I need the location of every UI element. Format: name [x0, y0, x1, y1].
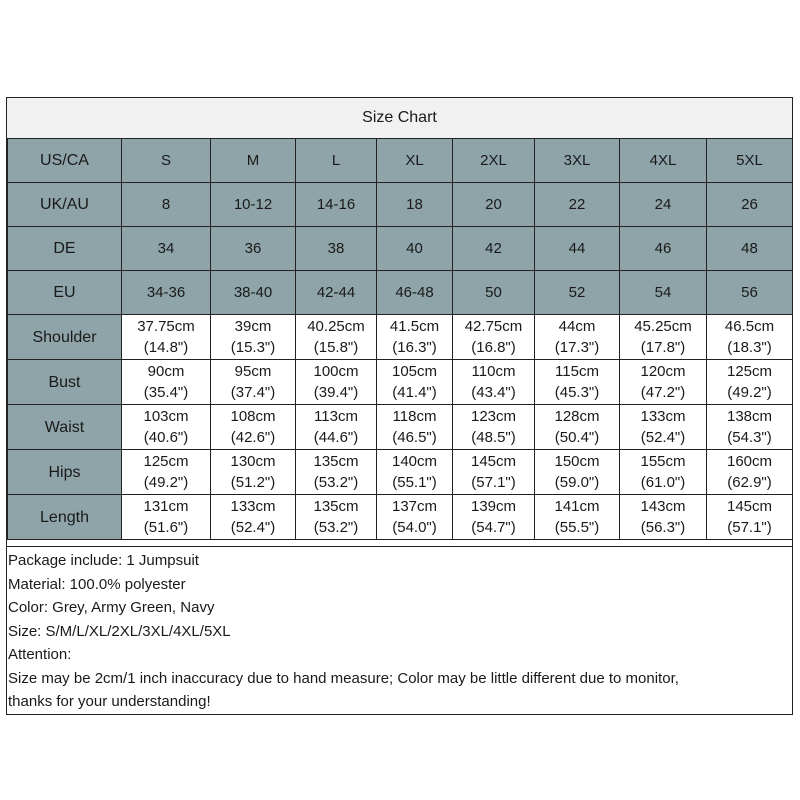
cell-cm-value: 42.75cm: [464, 318, 523, 335]
cell-cm-value: 160cm: [726, 453, 773, 470]
cell-inch-value: (40.6"): [143, 429, 189, 446]
table-cell: [296, 315, 377, 360]
cell-cm-value: 41.5cm: [389, 318, 440, 335]
table-cell: 48: [707, 227, 793, 271]
note-line: Size may be 2cm/1 inch inaccuracy due to hand measure; Color may be little different due to monitor,: [8, 669, 679, 687]
cell-cm-value: 120cm: [640, 363, 686, 380]
cell-cm-value: 39cm: [234, 318, 272, 335]
table-cell: [296, 360, 377, 405]
cell-cm-value: 118cm: [392, 408, 437, 425]
table-cell: [211, 360, 296, 405]
table-cell: 18: [377, 183, 453, 227]
row-label: Hips: [8, 450, 122, 495]
cell-inch-value: (52.4"): [230, 519, 276, 536]
table-cell: 2XL: [453, 139, 535, 183]
table-cell: [535, 360, 620, 405]
table-cell: 52: [535, 271, 620, 315]
cell-inch-value: (47.2"): [640, 384, 686, 401]
row-label: US/CA: [8, 139, 122, 183]
cell-cm-value: 143cm: [640, 498, 686, 515]
cell-cm-value: 133cm: [640, 408, 686, 425]
cell-inch-value: (54.3"): [727, 429, 772, 446]
table-cell: [211, 405, 296, 450]
table-cell: [122, 315, 211, 360]
cell-inch-value: (35.4"): [143, 384, 189, 401]
cell-cm-value: 145cm: [726, 498, 773, 515]
cell-inch-value: (14.8"): [143, 339, 189, 356]
cell-cm-value: 108cm: [230, 408, 276, 425]
measure-row-waist: [8, 405, 793, 450]
cell-cm-value: 105cm: [391, 363, 438, 380]
table-cell: [211, 495, 296, 540]
row-label: EU: [8, 271, 122, 315]
cell-inch-value: (16.8"): [471, 339, 516, 356]
cell-cm-value: 37.75cm: [137, 318, 195, 335]
cell-inch-value: (50.4"): [554, 429, 600, 446]
row-label: DE: [8, 227, 122, 271]
table-cell: [122, 360, 211, 405]
size-table-body: [8, 139, 793, 540]
row-label: Bust: [8, 360, 122, 405]
cell-cm-value: 45.25cm: [634, 318, 692, 335]
cell-inch-value: (53.2"): [313, 519, 359, 536]
table-cell: 14-16: [296, 183, 377, 227]
note-line: Size: S/M/L/XL/2XL/3XL/4XL/5XL: [8, 622, 231, 640]
row-label: Waist: [8, 405, 122, 450]
size-row-us-ca: [8, 139, 793, 183]
row-label: Length: [8, 495, 122, 540]
table-cell: [122, 450, 211, 495]
cell-inch-value: (46.5"): [392, 429, 437, 446]
cell-inch-value: (43.4"): [471, 384, 516, 401]
cell-cm-value: 133cm: [230, 498, 276, 515]
cell-inch-value: (16.3"): [392, 339, 437, 356]
table-cell: M: [211, 139, 296, 183]
table-cell: 26: [707, 183, 793, 227]
cell-inch-value: (54.7"): [471, 519, 516, 536]
table-cell: 54: [620, 271, 707, 315]
cell-cm-value: 128cm: [554, 408, 600, 425]
cell-cm-value: 131cm: [143, 498, 189, 515]
table-cell: 44: [535, 227, 620, 271]
cell-cm-value: 137cm: [391, 498, 438, 515]
cell-inch-value: (62.9"): [727, 474, 772, 491]
table-cell: [535, 315, 620, 360]
cell-cm-value: 103cm: [143, 408, 189, 425]
chart-title: Size Chart: [7, 98, 792, 139]
cell-cm-value: 130cm: [230, 453, 276, 470]
table-cell: [211, 450, 296, 495]
table-cell: [122, 495, 211, 540]
cell-inch-value: (39.4"): [313, 384, 359, 401]
cell-cm-value: 150cm: [554, 453, 600, 470]
table-cell: [296, 450, 377, 495]
table-cell: [620, 360, 707, 405]
size-row-de: [8, 227, 793, 271]
table-cell: [707, 315, 793, 360]
table-cell: 42-44: [296, 271, 377, 315]
cell-inch-value: (15.8"): [313, 339, 359, 356]
size-table: [7, 138, 793, 540]
table-cell: [620, 405, 707, 450]
cell-inch-value: (57.1"): [471, 474, 516, 491]
table-cell: [535, 495, 620, 540]
note-line: thanks for your understanding!: [8, 693, 211, 710]
table-cell: [535, 405, 620, 450]
row-label: Shoulder: [8, 315, 122, 360]
table-cell: 38-40: [211, 271, 296, 315]
table-cell: [707, 360, 793, 405]
measure-row-hips: [8, 450, 793, 495]
table-cell: 50: [453, 271, 535, 315]
table-cell: [707, 450, 793, 495]
cell-inch-value: (55.5"): [554, 519, 600, 536]
cell-cm-value: 135cm: [313, 498, 359, 515]
cell-inch-value: (53.2"): [313, 474, 359, 491]
table-cell: [377, 315, 453, 360]
cell-inch-value: (17.3"): [554, 339, 600, 356]
table-cell: 10-12: [211, 183, 296, 227]
table-cell: [377, 495, 453, 540]
product-notes: [7, 546, 792, 714]
cell-inch-value: (55.1"): [392, 474, 437, 491]
cell-inch-value: (15.3"): [230, 339, 276, 356]
note-line: Color: Grey, Army Green, Navy: [8, 599, 215, 616]
cell-cm-value: 123cm: [470, 408, 517, 425]
note-line: Package include: 1 Jumpsuit: [8, 552, 199, 569]
cell-inch-value: (17.8"): [640, 339, 686, 356]
cell-cm-value: 140cm: [391, 453, 438, 470]
table-cell: 24: [620, 183, 707, 227]
cell-inch-value: (41.4"): [392, 384, 437, 401]
measure-row-shoulder: [8, 315, 793, 360]
cell-cm-value: 40.25cm: [307, 318, 365, 335]
cell-cm-value: 155cm: [640, 453, 686, 470]
table-cell: 20: [453, 183, 535, 227]
cell-inch-value: (61.0"): [640, 474, 686, 491]
table-cell: 34-36: [122, 271, 211, 315]
cell-cm-value: 138cm: [726, 408, 773, 425]
cell-cm-value: 44cm: [558, 318, 596, 335]
table-cell: [377, 405, 453, 450]
table-cell: [707, 405, 793, 450]
cell-cm-value: 135cm: [313, 453, 359, 470]
cell-cm-value: 125cm: [726, 363, 773, 380]
table-cell: XL: [377, 139, 453, 183]
table-cell: 42: [453, 227, 535, 271]
cell-inch-value: (57.1"): [727, 519, 772, 536]
cell-inch-value: (42.6"): [230, 429, 276, 446]
note-line: Material: 100.0% polyester: [8, 575, 186, 593]
cell-inch-value: (56.3"): [640, 519, 686, 536]
note-line: Attention:: [8, 646, 72, 663]
cell-cm-value: 113cm: [314, 408, 358, 425]
cell-cm-value: 90cm: [147, 363, 185, 380]
measure-row-length: [8, 495, 793, 540]
table-cell: [296, 405, 377, 450]
cell-cm-value: 115cm: [555, 363, 599, 380]
cell-inch-value: (52.4"): [640, 429, 686, 446]
size-row-uk-au: [8, 183, 793, 227]
size-chart-sheet: [6, 97, 793, 715]
table-cell: 36: [211, 227, 296, 271]
cell-inch-value: (48.5"): [471, 429, 516, 446]
cell-cm-value: 95cm: [234, 363, 272, 380]
table-cell: 5XL: [707, 139, 793, 183]
table-cell: [620, 450, 707, 495]
cell-inch-value: (49.2"): [143, 474, 189, 491]
table-cell: 46-48: [377, 271, 453, 315]
table-cell: [377, 360, 453, 405]
table-cell: 34: [122, 227, 211, 271]
cell-inch-value: (45.3"): [554, 384, 600, 401]
measure-row-bust: [8, 360, 793, 405]
table-cell: [296, 495, 377, 540]
table-cell: [535, 450, 620, 495]
table-cell: [122, 405, 211, 450]
table-cell: 4XL: [620, 139, 707, 183]
table-cell: [453, 315, 535, 360]
row-label: UK/AU: [8, 183, 122, 227]
cell-inch-value: (37.4"): [230, 384, 276, 401]
cell-cm-value: 125cm: [143, 453, 189, 470]
cell-inch-value: (51.6"): [143, 519, 189, 536]
table-cell: 22: [535, 183, 620, 227]
cell-cm-value: 141cm: [554, 498, 600, 515]
table-cell: 40: [377, 227, 453, 271]
cell-cm-value: 139cm: [470, 498, 517, 515]
table-cell: 8: [122, 183, 211, 227]
table-cell: L: [296, 139, 377, 183]
table-cell: [453, 405, 535, 450]
cell-inch-value: (51.2"): [230, 474, 276, 491]
cell-inch-value: (18.3"): [727, 339, 772, 356]
cell-inch-value: (44.6"): [313, 429, 359, 446]
table-cell: [453, 360, 535, 405]
table-cell: S: [122, 139, 211, 183]
table-cell: [211, 315, 296, 360]
cell-cm-value: 110cm: [471, 363, 516, 380]
table-cell: [453, 495, 535, 540]
table-cell: 3XL: [535, 139, 620, 183]
table-cell: [377, 450, 453, 495]
cell-inch-value: (54.0"): [392, 519, 437, 536]
cell-cm-value: 46.5cm: [724, 318, 775, 335]
cell-inch-value: (59.0"): [554, 474, 600, 491]
table-cell: 38: [296, 227, 377, 271]
table-cell: 56: [707, 271, 793, 315]
table-cell: [453, 450, 535, 495]
cell-inch-value: (49.2"): [727, 384, 772, 401]
table-cell: [620, 315, 707, 360]
cell-cm-value: 145cm: [470, 453, 517, 470]
size-row-eu: [8, 271, 793, 315]
table-cell: 46: [620, 227, 707, 271]
table-cell: [620, 495, 707, 540]
cell-cm-value: 100cm: [313, 363, 359, 380]
table-cell: [707, 495, 793, 540]
